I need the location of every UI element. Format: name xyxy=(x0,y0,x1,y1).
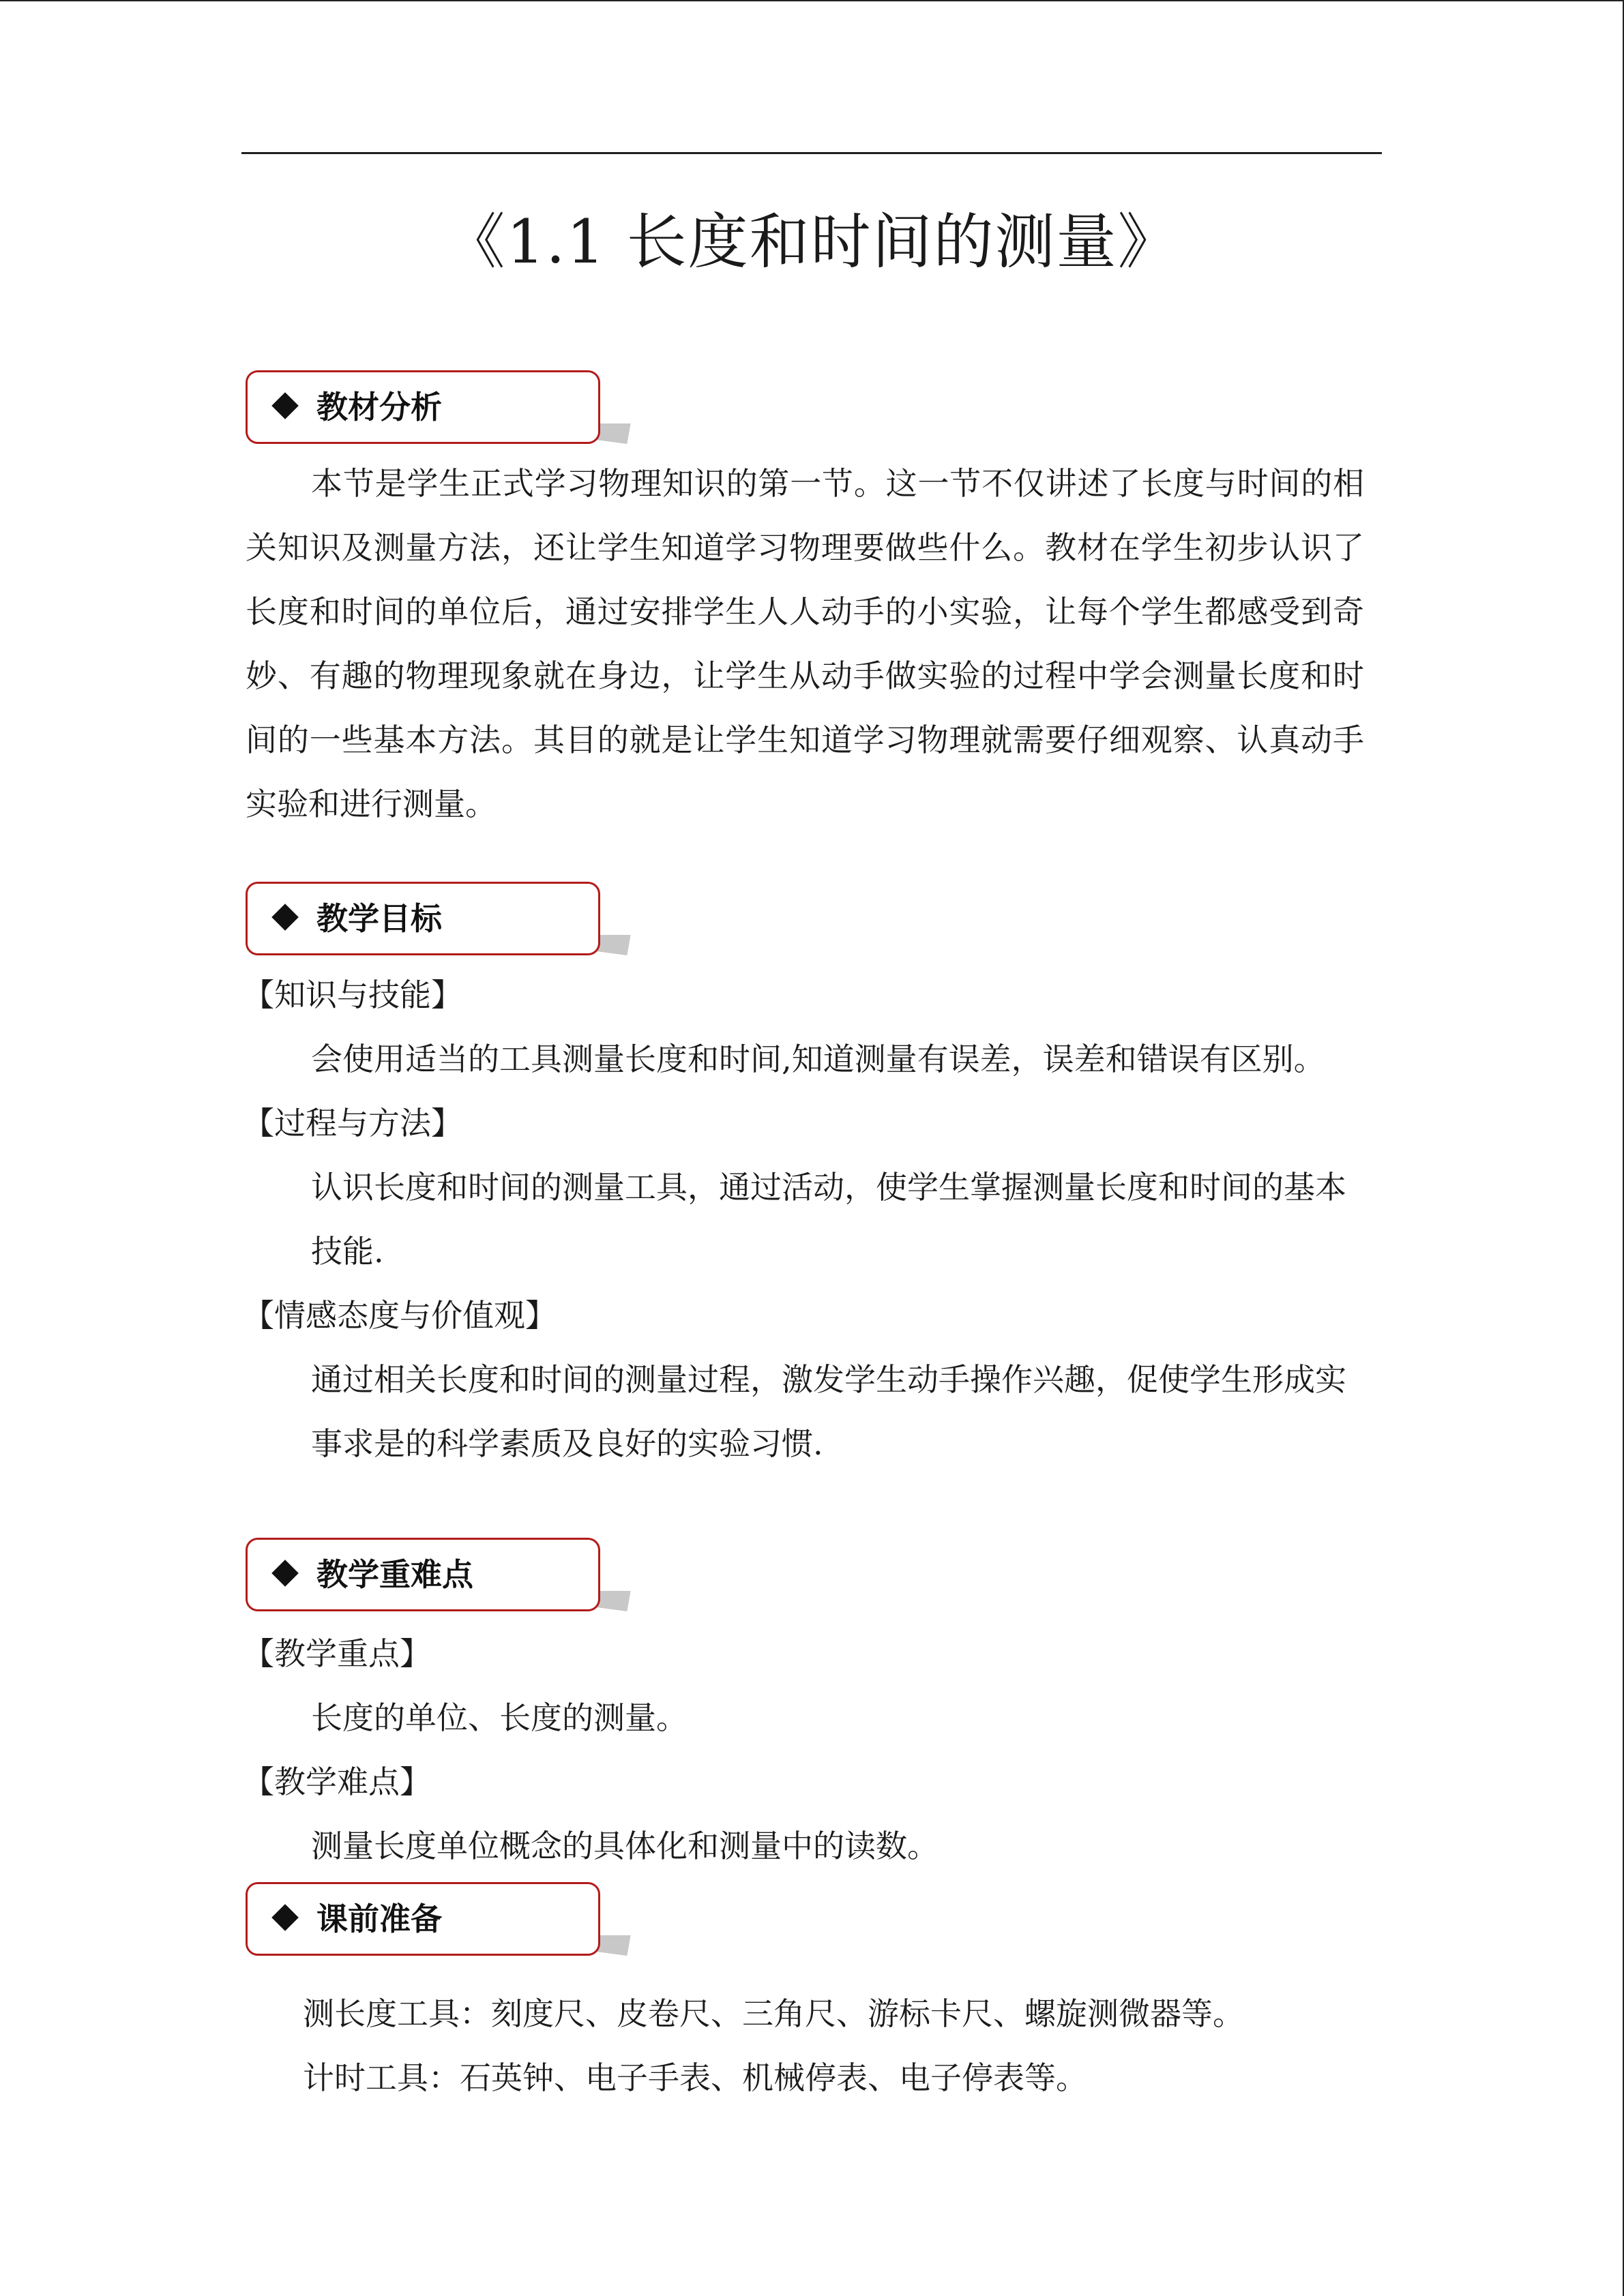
section-heading-preparation xyxy=(246,1882,600,1956)
process-method-text: 认识长度和时间的测量工具，通过活动，使学生掌握测量长度和时间的基本技能. xyxy=(311,1169,1346,1270)
section-heading-label: 教学重难点 xyxy=(316,1556,473,1593)
process-method-label: 【过程与方法】 xyxy=(243,1105,462,1142)
length-tools-line: 测长度工具：刻度尺、皮卷尺、三角尺、游标卡尺、螺旋测微器等。 xyxy=(303,1995,1244,2032)
section-heading-label: 教材分析 xyxy=(316,389,442,426)
timing-tools-line: 计时工具：石英钟、电子手表、机械停表、电子停表等。 xyxy=(303,2059,1087,2096)
teaching-focus-text: 长度的单位、长度的测量。 xyxy=(311,1699,688,1736)
emotion-values-label: 【情感态度与价值观】 xyxy=(243,1297,557,1334)
section-heading-label: 课前准备 xyxy=(316,1900,442,1937)
knowledge-skills-text: 会使用适当的工具测量长度和时间,知道测量有误差，误差和错误有区别。 xyxy=(311,1041,1325,1077)
analysis-paragraph: 本节是学生正式学习物理知识的第一节。这一节不仅讲述了长度与时间的相关知识及测量方法，还让学生知道学习物理要做些什么。教材在学生初步认识了长度和时间的单位后，通过安排学生人人动手的小实验，让每个学生都感受到奇妙、有趣的物理现象就在身边，让学生从动手做实验的过程中学会测量长度和时间的一些基本方法。其目的就是让学生知道学习物理就需要仔细观察、认真动手实验和进行测量。 xyxy=(246,465,1364,822)
teaching-focus-label: 【教学重点】 xyxy=(243,1635,431,1672)
emotion-values-text: 通过相关长度和时间的测量过程，激发学生动手操作兴趣，促使学生形成实事求是的科学素质及良好的实验习惯. xyxy=(311,1361,1346,1462)
knowledge-skills-label: 【知识与技能】 xyxy=(243,976,462,1013)
teaching-difficulty-text: 测量长度单位概念的具体化和测量中的读数。 xyxy=(311,1828,939,1864)
document-title: 《1.1 长度和时间的测量》 xyxy=(445,207,1179,277)
section-heading-analysis xyxy=(246,370,600,444)
header-rule xyxy=(241,152,1382,154)
section-heading-label: 教学目标 xyxy=(316,900,442,937)
section-heading-goals xyxy=(246,882,600,955)
section-heading-keypoints xyxy=(246,1538,600,1611)
teaching-difficulty-label: 【教学难点】 xyxy=(243,1763,431,1800)
